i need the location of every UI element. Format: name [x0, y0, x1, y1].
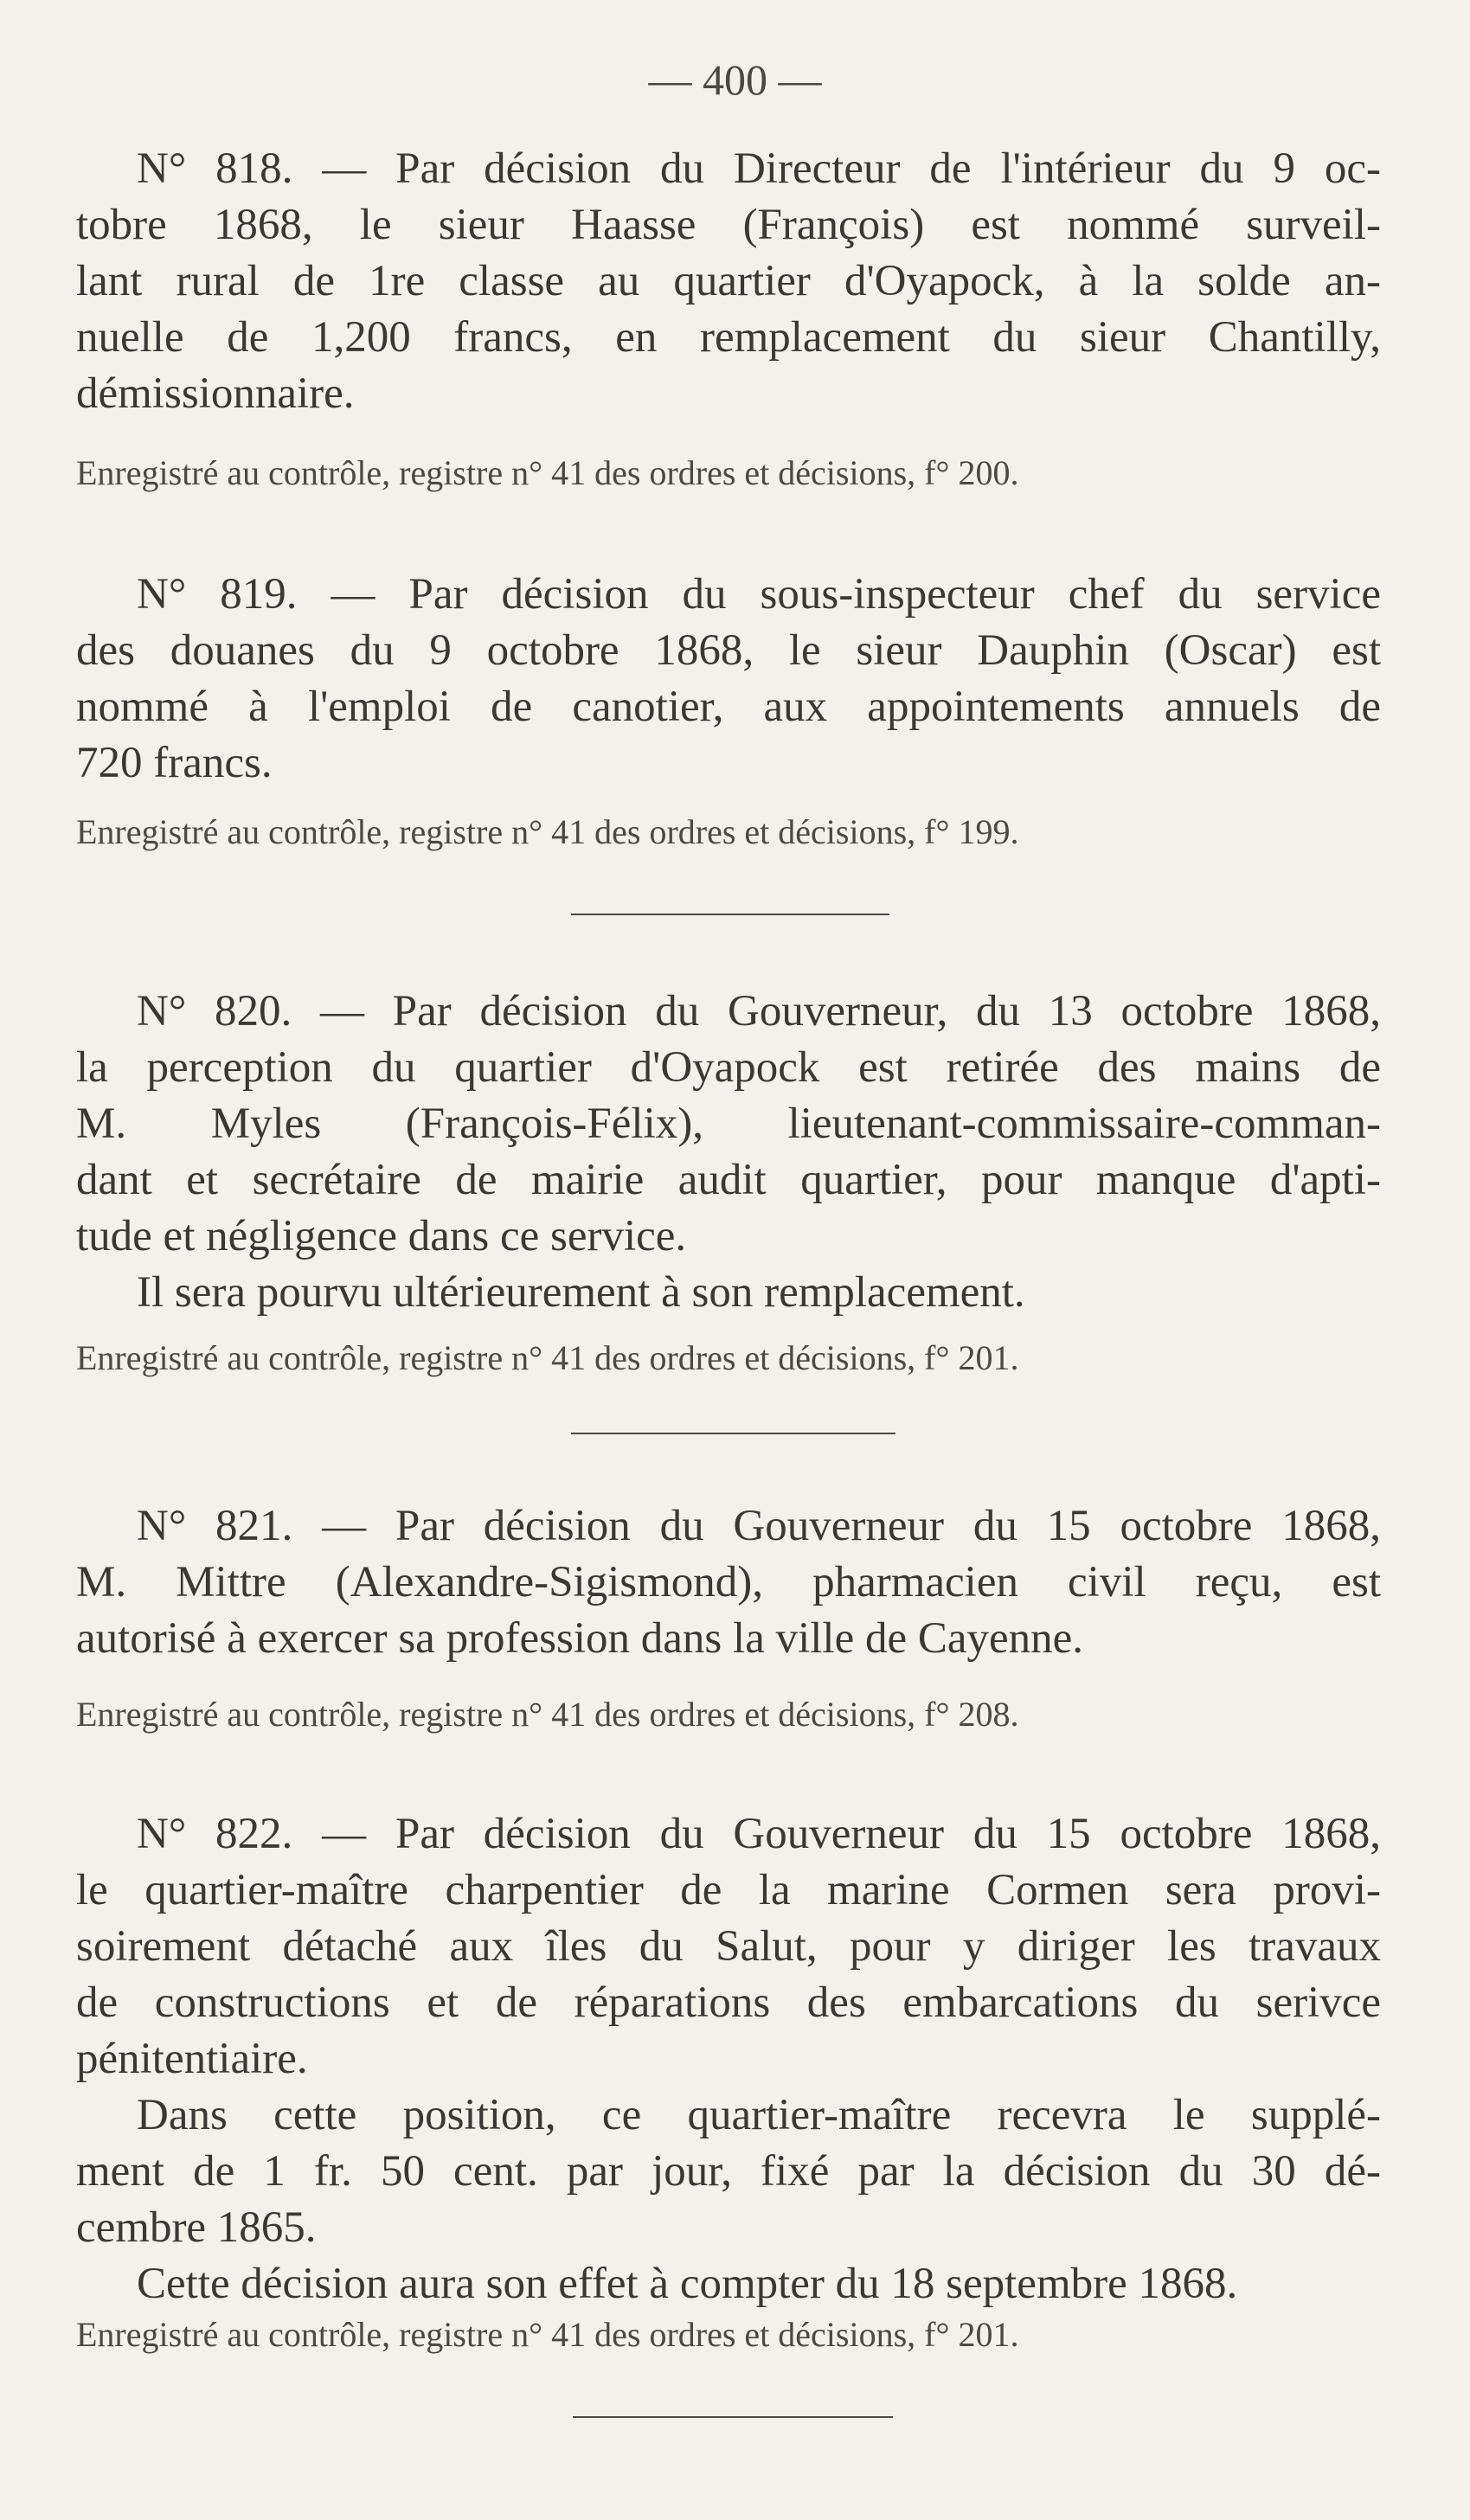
entry-820-line-4: dant et secrétaire de mairie audit quartier, pour manque d'apti- [76, 1156, 1381, 1204]
entry-818-registration: Enregistré au contrôle, registre n° 41 des ordres et décisions, f° 200. [76, 453, 1019, 492]
entry-822-line-7: ment de 1 fr. 50 cent. par jour, fixé par la décision du 30 dé- [76, 2147, 1381, 2196]
entry-821 [76, 1498, 1381, 1667]
entry-820-registration: Enregistré au contrôle, registre n° 41 des ordres et décisions, f° 201. [76, 1338, 1019, 1377]
entry-820-line-3: M. Myles (François-Félix), lieutenant-commissaire-comman- [76, 1100, 1381, 1148]
entry-818-line-2: tobre 1868, le sieur Haasse (François) est nommé surveil- [76, 201, 1381, 249]
entry-822 [76, 1806, 1381, 2312]
entry-820-line-6: Il sera pourvu ultérieurement à son remplacement. [137, 1268, 1025, 1317]
entry-818-line-3: lant rural de 1re classe au quartier d'Oyapock, à la solde an- [76, 257, 1381, 305]
entry-818-line-5: démissionnaire. [76, 369, 355, 418]
entry-819-line-2: des douanes du 9 octobre 1868, le sieur Dauphin (Oscar) est [76, 626, 1381, 675]
entry-822-line-2: le quartier-maître charpentier de la marine Cormen sera provi- [76, 1866, 1381, 1914]
entry-821-line-2: M. Mittre (Alexandre-Sigismond), pharmacien civil reçu, est [76, 1558, 1381, 1606]
section-divider-3 [573, 2416, 893, 2418]
entry-822-line-3: soirement détaché aux îles du Salut, pour y diriger les travaux [76, 1922, 1381, 1971]
entry-818-line-4: nuelle de 1,200 francs, en remplacement du sieur Chantilly, [76, 313, 1381, 362]
section-divider-1 [571, 914, 889, 915]
entry-819-line-3: nommé à l'emploi de canotier, aux appointements annuels de [76, 683, 1381, 731]
entry-819-line-4: 720 francs. [76, 739, 273, 787]
entry-818 [76, 141, 1381, 422]
entry-818-line-1: N° 818. — Par décision du Directeur de l'intérieur du 9 oc- [137, 144, 1381, 193]
entry-820-line-5: tude et négligence dans ce service. [76, 1212, 687, 1260]
entry-819-line-1: N° 819. — Par décision du sous-inspecteur chef du service [137, 570, 1381, 619]
entry-820-line-2: la perception du quartier d'Oyapock est retirée des mains de [76, 1043, 1381, 1092]
entry-821-registration: Enregistré au contrôle, registre n° 41 des ordres et décisions, f° 208. [76, 1695, 1019, 1734]
entry-820-line-1: N° 820. — Par décision du Gouverneur, du 13 octobre 1868, [137, 987, 1381, 1036]
entry-819-registration: Enregistré au contrôle, registre n° 41 des ordres et décisions, f° 199. [76, 812, 1019, 851]
entry-822-line-6: Dans cette position, ce quartier-maître recevra le supplé- [137, 2091, 1381, 2139]
entry-819 [76, 567, 1381, 792]
entry-821-line-1: N° 821. — Par décision du Gouverneur du 15 octobre 1868, [137, 1502, 1381, 1550]
page-number: — 400 — [648, 55, 822, 104]
section-divider-2 [571, 1433, 895, 1434]
entry-822-line-4: de constructions et de réparations des embarcations du serivce [76, 1978, 1381, 2027]
entry-822-line-1: N° 822. — Par décision du Gouverneur du 15 octobre 1868, [137, 1810, 1381, 1858]
entry-821-line-3: autorisé à exercer sa profession dans la ville de Cayenne. [76, 1614, 1084, 1663]
entry-822-line-5: pénitentiaire. [76, 2035, 308, 2083]
entry-822-registration: Enregistré au contrôle, registre n° 41 des ordres et décisions, f° 201. [76, 2315, 1019, 2354]
entry-820 [76, 984, 1381, 1321]
entry-822-line-8: cembre 1865. [76, 2203, 317, 2252]
entry-822-line-9: Cette décision aura son effet à compter du 18 septembre 1868. [137, 2260, 1238, 2308]
